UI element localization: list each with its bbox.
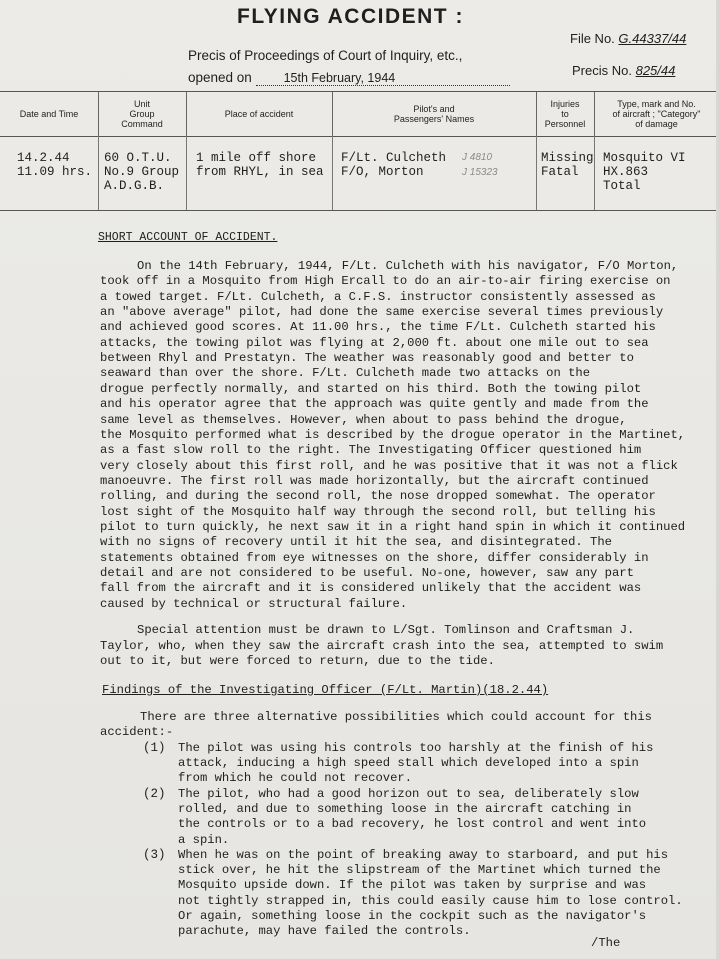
table-header [0,91,719,137]
text-line: attacks, the towing pilot was flying at 2,000 ft. about one mile out to sea [100,335,649,350]
cell-place: 1 mile off shore from RHYL, in sea [196,151,324,179]
cell-injuries: Missing Fatal [541,151,594,179]
cell-unit: 60 O.T.U. No.9 Group A.D.G.B. [104,151,180,193]
text-line: same level as themselves. However, when about to pass behind the drogue, [100,412,627,427]
text-line: On the 14th February, 1944, F/Lt. Culcheth with his navigator, F/O Morton, [137,259,679,273]
finding-line: parachute, may have failed the controls. [178,924,471,938]
short-account-heading: SHORT ACCOUNT OF ACCIDENT. [98,231,278,244]
text-line: pilot to turn quickly, he next saw it in a right hand spin in which it continued [100,519,686,534]
text-line: rolling, and during the second roll, the nose dropped somewhat. The operator [100,489,656,504]
text-line: fall from the aircraft and it is considered unlikely that the accident was [100,581,642,596]
file-no-label: File No. [570,31,615,46]
text-line: There are three alternative possibilities which could account for this [140,710,652,724]
text-line: drogue perfectly normally, and started on his third. Both the towing pilot [100,381,642,396]
text-line: very closely about this first roll, and he was positive that it was not a flick [100,458,678,473]
finding-line: not tightly strapped in, this could easily cause him to lose control. [178,893,683,908]
header-place: Place of accident [186,92,333,136]
precis-no-value: 825/44 [635,63,676,78]
opened-label: opened on [188,70,252,85]
finding-line: from which he could not recover. [178,771,413,786]
finding-line: the controls or to a bad recovery, he lost control and went into [178,817,647,832]
header-type: Type, mark and No. of aircraft ; "Category" of damage [612,99,701,129]
header-pilots: Pilot's and Passengers' Names [332,92,537,136]
opened-date: 15th February, 1944 [256,71,510,86]
text-line: and his operator agree that the approach was quite gently and made from the [100,397,649,412]
finding-line: Or again, something loose in the cockpit such as the navigator's [178,908,647,923]
finding-line: attack, inducing a high speed stall which developed into a spin [178,756,639,771]
file-number [570,31,686,46]
finding-line: The pilot was using his controls too harshly at the finish of his [178,741,654,755]
cell-date-time: 14.2.44 11.09 hrs. [17,151,93,179]
opened-on-line [188,70,510,86]
cell-service-numbers: J 4810 J 15323 [462,152,498,178]
finding-line: When he was on the point of breaking away to starboard, and put his [178,848,669,862]
cell-aircraft-type: Mosquito VI HX.863 Total [603,151,686,193]
text-line: Special attention must be drawn to L/Sgt. Tomlinson and Craftsman J. [137,623,635,637]
text-line: detail and are not considered to be useful. No-one, however, saw any part [100,566,634,580]
table-row [0,136,719,211]
text-line: an "above average" pilot, had done the same exercise several times previously [100,305,664,320]
header-unit: Unit Group Command [98,92,187,136]
finding-number: (3) [143,848,166,862]
text-line: took off in a Mosquito from High Ercall to do an air-to-air firing exercise on [100,274,671,289]
text-line: lost sight of the Mosquito half way through the second roll, but telling his [100,504,656,519]
finding-number: (1) [143,741,166,755]
document-title: FLYING ACCIDENT : [237,5,464,28]
text-line: out to it, but were forced to return, due to the tide. [100,654,495,668]
file-no-value: G.44337/44 [618,31,687,46]
finding-line: rolled, and due to something loose in the aircraft catching in [178,802,632,817]
text-line: caused by technical or structural failure. [100,596,408,611]
text-line: accident:- [100,725,174,740]
text-line: as a fast slow roll to the right. The Investigating Officer questioned him [100,443,642,458]
text-line: seaward than over the shore. F/Lt. Culcheth made two attacks on the [100,366,591,381]
finding-line: a spin. [178,832,230,847]
text-line: the Mosquito performed what is described by the drogue operator in the Martinet, [100,427,686,442]
text-line: and achieved good scores. At 11.00 hrs., the time F/Lt. Culcheth started his [100,320,656,335]
text-line: statements obtained from eye witnesses on the shore, differ considerably in [100,550,649,565]
header-injuries: Injuries to Personnel [536,92,595,136]
findings-heading: Findings of the Investigating Officer (F/Lt. Martin)(18.2.44) [102,683,549,697]
finding-line: stick over, he hit the slipstream of the Martinet which turned the [178,863,661,878]
precis-no-label: Precis No. [572,63,632,78]
finding-line: The pilot, who had a good horizon out to sea, deliberately slow [178,787,639,801]
text-line: with no signs of recovery until it hit the sea, and disintegrated. The [100,535,612,550]
continuation-marker: /The [591,936,621,950]
cell-pilots: F/Lt. Culcheth F/O, Morton [341,151,447,179]
text-line: a towed target. F/Lt. Culcheth, a C.F.S. instructor consistently assessed as [100,289,656,304]
header-date-time: Date and Time [0,92,99,136]
precis-number [572,63,675,78]
text-line: between Rhyl and Prestatyn. The weather was reasonably good and better to [100,351,634,366]
text-line: Taylor, who, when they saw the aircraft crash into the sea, attempted to swim [100,638,664,653]
finding-number: (2) [143,787,166,801]
finding-line: Mosquito upside down. If the pilot was taken by surprise and was [178,878,647,893]
text-line: manoeuvre. The first roll was made horizontally, but the aircraft continued [100,473,649,488]
precis-line: Precis of Proceedings of Court of Inquiry, etc., [188,48,463,63]
